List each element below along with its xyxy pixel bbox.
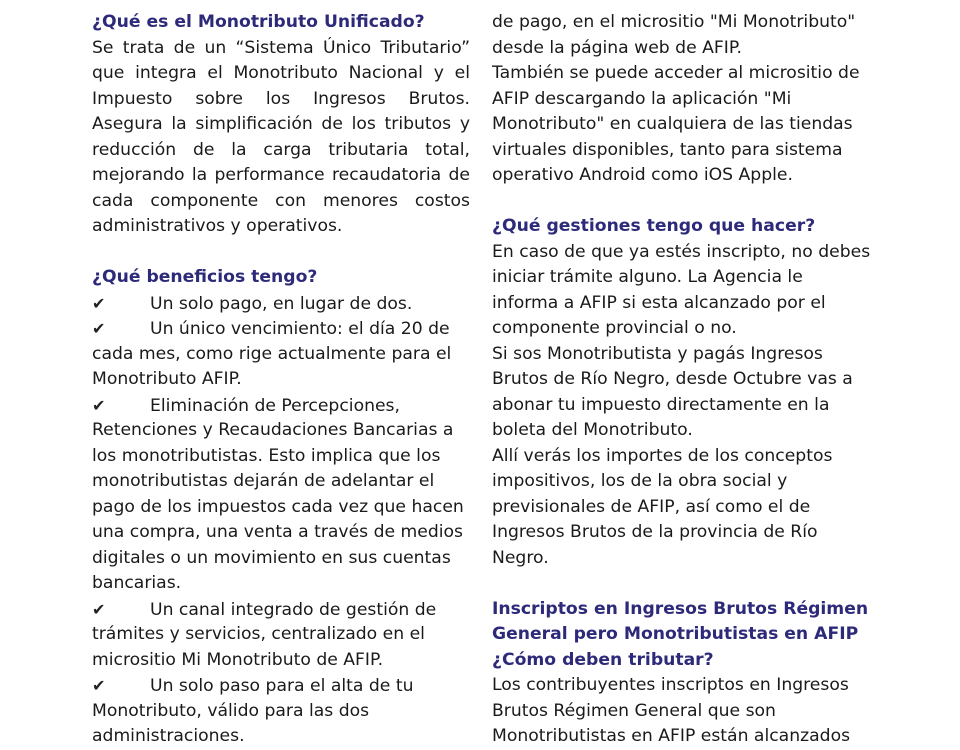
heading-beneficios: ¿Qué beneficios tengo? [92,267,318,287]
paragraph-line: Brutos Régimen General que son [492,701,776,721]
paragraph-line: administrativos y operativos. [92,216,343,236]
benefit-item [92,673,470,700]
paragraph-line: previsionales de AFIP, así como el de [492,497,811,517]
check-icon: ✔ [92,396,106,415]
paragraph-line: cada componente con menores costos [92,191,470,211]
benefit-line: bancarias. [92,573,182,593]
heading-que-es: ¿Qué es el Monotributo Unificado? [92,12,425,32]
heading-inscriptos: General pero Monotributistas en AFIP [492,624,859,644]
benefit-item [92,291,470,318]
paragraph-line: Monotributo" en cualquiera de las tiendas [492,114,853,134]
benefit-line: monotributistas dejarán de adelantar el [92,471,435,491]
benefit-text: Un solo paso para el alta de tu [150,676,414,696]
paragraph-line: AFIP descargando la aplicación "Mi [492,89,792,109]
benefit-text: Un canal integrado de gestión de [150,600,437,620]
paragraph-line: Brutos de Río Negro, desde Octubre vas a [492,369,853,389]
benefit-line: pago de los impuestos cada vez que hacen [92,497,464,517]
paragraph-line: componente provincial o no. [492,318,737,338]
paragraph-line: de pago, en el micrositio "Mi Monotributo" [492,12,856,32]
paragraph-line: impositivos, los de la obra social y [492,471,788,491]
benefit-line: digitales o un movimiento en sus cuentas [92,548,451,568]
benefit-line: una compra, una venta a través de medios [92,522,463,542]
benefit-item [92,393,470,420]
paragraph-line: También se puede acceder al micrositio de [492,63,860,83]
paragraph-line: desde la página web de AFIP. [492,38,742,58]
benefit-line: Retenciones y Recaudaciones Bancarias a [92,420,454,440]
benefit-line: Monotributo AFIP. [92,369,242,389]
paragraph-line: Se trata de un “Sistema Único Tributario” [92,38,470,58]
paragraph-line: Si sos Monotributista y pagás Ingresos [492,344,823,364]
benefit-line: trámites y servicios, centralizado en el [92,624,425,644]
paragraph-line: operativo Android como iOS Apple. [492,165,793,185]
benefit-text: Un solo pago, en lugar de dos. [150,294,413,314]
paragraph-line: Los contribuyentes inscriptos en Ingresos [492,675,849,695]
benefit-item [92,597,470,624]
paragraph-line: Negro. [492,548,549,568]
heading-inscriptos: ¿Cómo deben tributar? [492,650,714,670]
check-icon: ✔ [92,676,106,695]
paragraph-line: que integra el Monotributo Nacional y el [92,63,470,83]
benefit-text: Un único vencimiento: el día 20 de [150,319,450,339]
benefit-line: administraciones. [92,726,245,746]
paragraph-line: Monotributistas en AFIP están alcanzados [492,726,851,746]
paragraph-line: Impuesto sobre los Ingresos Brutos. [92,89,470,109]
check-icon: ✔ [92,600,106,619]
paragraph-line: boleta del Monotributo. [492,420,693,440]
benefit-text: Eliminación de Percepciones, [150,396,400,416]
paragraph-line: iniciar trámite alguno. La Agencia le [492,267,803,287]
paragraph-line: Allí verás los importes de los conceptos [492,446,833,466]
paragraph-line: Ingresos Brutos de la provincia de Río [492,522,818,542]
heading-inscriptos: Inscriptos en Ingresos Brutos Régimen [492,599,869,619]
benefit-line: cada mes, como rige actualmente para el [92,344,452,364]
benefit-line: los monotributistas. Esto implica que los [92,446,441,466]
paragraph-line: informa a AFIP si esta alcanzado por el [492,293,826,313]
benefit-line: Monotributo, válido para las dos [92,701,370,721]
paragraph-line: abonar tu impuesto directamente en la [492,395,830,415]
benefit-item [92,316,470,343]
paragraph-line: Asegura la simplificación de los tributos y [92,114,470,134]
heading-gestiones: ¿Qué gestiones tengo que hacer? [492,216,816,236]
paragraph-line: mejorando la performance recaudatoria de [92,165,470,185]
paragraph-line: reducción de la carga tributaria total, [92,140,470,160]
check-icon: ✔ [92,294,106,313]
benefit-line: micrositio Mi Monotributo de AFIP. [92,650,384,670]
check-icon: ✔ [92,319,106,338]
paragraph-line: En caso de que ya estés inscripto, no debes [492,242,871,262]
paragraph-line: virtuales disponibles, tanto para sistema [492,140,843,160]
